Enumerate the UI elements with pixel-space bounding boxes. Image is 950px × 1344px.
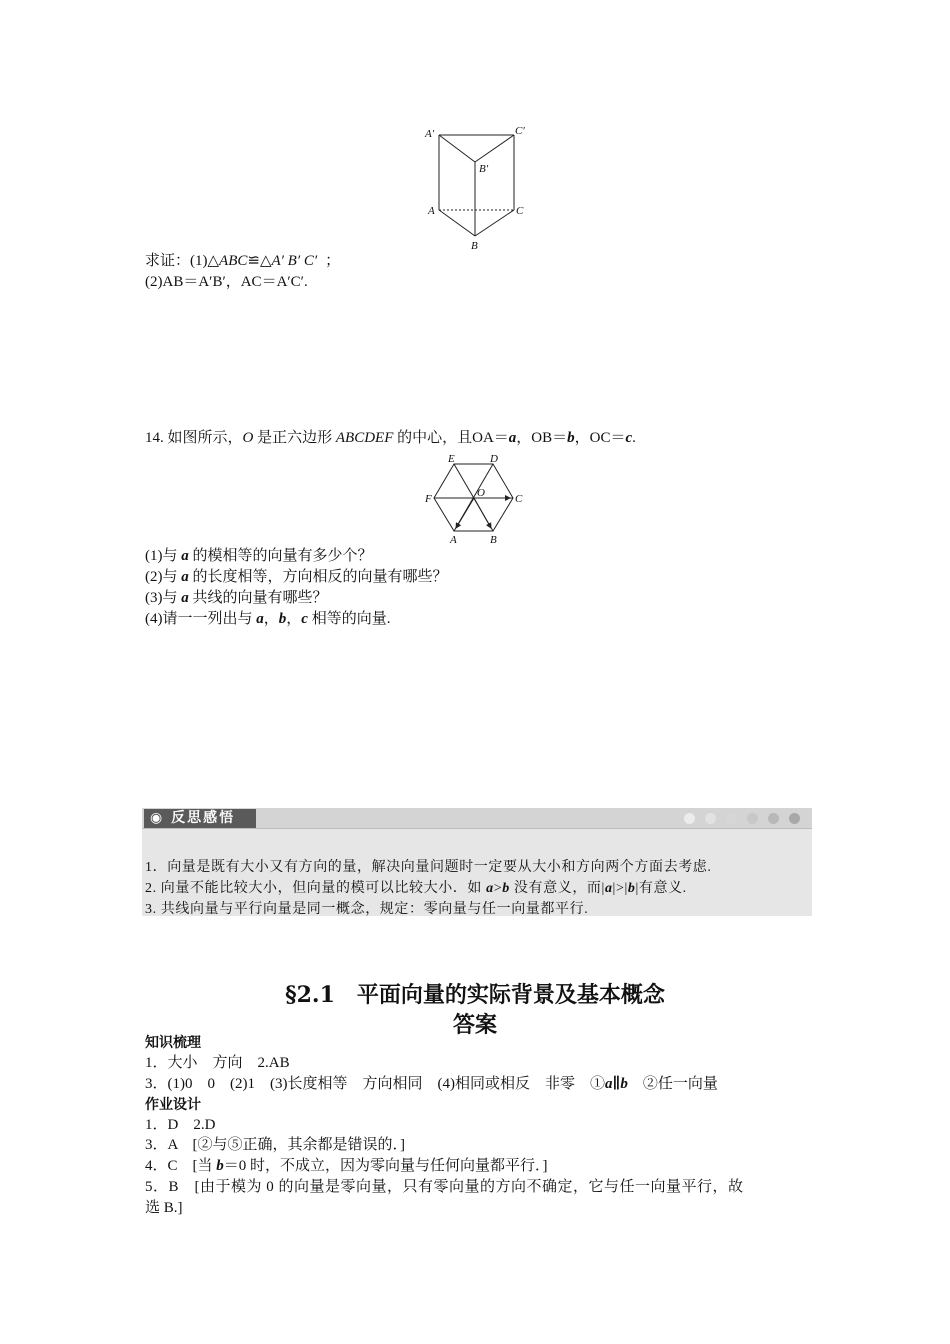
reflection-header	[142, 808, 812, 829]
problem14-statement: 14. 如图所示，O 是正六边形 ABCDEF 的中心，且OA＝a，OB＝b，OC＝c.	[145, 430, 636, 446]
problem14-q4: (4)请一一列出与 a，b，c 相等的向量.	[145, 611, 391, 627]
edge-a1b1	[439, 135, 475, 162]
hex-label-d: D	[490, 453, 498, 465]
reflection-item-2: 2. 向量不能比较大小，但向量的模可以比较大小．如 a>b 没有意义，而|a|>|b|有意义.	[145, 881, 687, 896]
decor-dot-icon	[705, 813, 716, 824]
answer-h3: 3．A [②与⑤正确，其余都是错误的．]	[145, 1137, 405, 1153]
answer-h4: 4．C [当 b＝0 时，不成立，因为零向量与任何向量都平行．]	[145, 1158, 548, 1174]
problem14-q2: (2)与 a 的长度相等，方向相反的向量有哪些？	[145, 569, 448, 585]
problem13-line1: 求证：(1)△ABC≌△A′ B′ C′ ；	[145, 253, 341, 269]
hex-label-b: B	[490, 534, 497, 546]
problem14-q1: (1)与 a 的模相等的向量有多少个？	[145, 548, 373, 564]
answer-k1: 1．大小 方向 2.AB	[145, 1055, 290, 1071]
answer-k3: 3．(1)0 0 (2)1 (3)长度相等 方向相同 (4)相同或相反 非零 ①a∥b ②任一向量	[145, 1076, 718, 1092]
answer-h1: 1．D 2.D	[145, 1117, 216, 1133]
reflection-item-3: 3. 共线向量与平行向量是同一概念，规定：零向量与任一向量都平行.	[145, 902, 589, 917]
label-c-prime: C′	[515, 125, 525, 137]
decor-dot-icon	[684, 813, 695, 824]
answers-subtitle: 答案	[452, 1012, 497, 1038]
label-b-prime: B′	[479, 163, 489, 175]
section-homework: 作业设计	[145, 1097, 201, 1113]
problem14-q3: (3)与 a 共线的向量有哪些？	[145, 590, 328, 606]
reflection-label: ◉ 反思感悟	[144, 809, 256, 828]
hex-label-o: O	[477, 487, 485, 499]
answers-title: §2.1 平面向量的实际背景及基本概念	[285, 982, 665, 1008]
reflection-item-1: 1．向量是既有大小又有方向的量，解决向量问题时一定要从大小和方向两个方面去考虑.	[145, 860, 712, 875]
vector-oa	[456, 498, 474, 528]
decor-dot-icon	[789, 813, 800, 824]
hexagon-figure	[420, 450, 530, 548]
edge-bc	[475, 210, 514, 236]
answer-h5-cont: 选 B.]	[145, 1200, 183, 1216]
edge-b1c1	[475, 135, 514, 162]
decor-dot-icon	[726, 813, 737, 824]
hex-label-e: E	[448, 453, 455, 465]
label-b: B	[471, 240, 478, 252]
decor-dot-icon	[747, 813, 758, 824]
hex-label-f: F	[425, 493, 432, 505]
label-c: C	[516, 205, 524, 217]
problem13-line2: (2)AB＝A′B′，AC＝A′C′.	[145, 274, 308, 290]
label-a-prime: A′	[425, 128, 435, 140]
prism-figure	[420, 122, 535, 254]
answer-h5: 5．B [由于模为 0 的向量是零向量，只有零向量的方向不确定，它与任一向量平行，故	[145, 1179, 744, 1195]
vector-ob	[474, 498, 491, 528]
section-knowledge: 知识梳理	[145, 1035, 201, 1051]
edge-ab	[439, 210, 475, 236]
hex-label-c: C	[515, 493, 523, 505]
label-a: A	[428, 205, 435, 217]
hex-label-a: A	[450, 534, 457, 546]
decor-dot-icon	[768, 813, 779, 824]
reflection-box	[142, 808, 812, 916]
